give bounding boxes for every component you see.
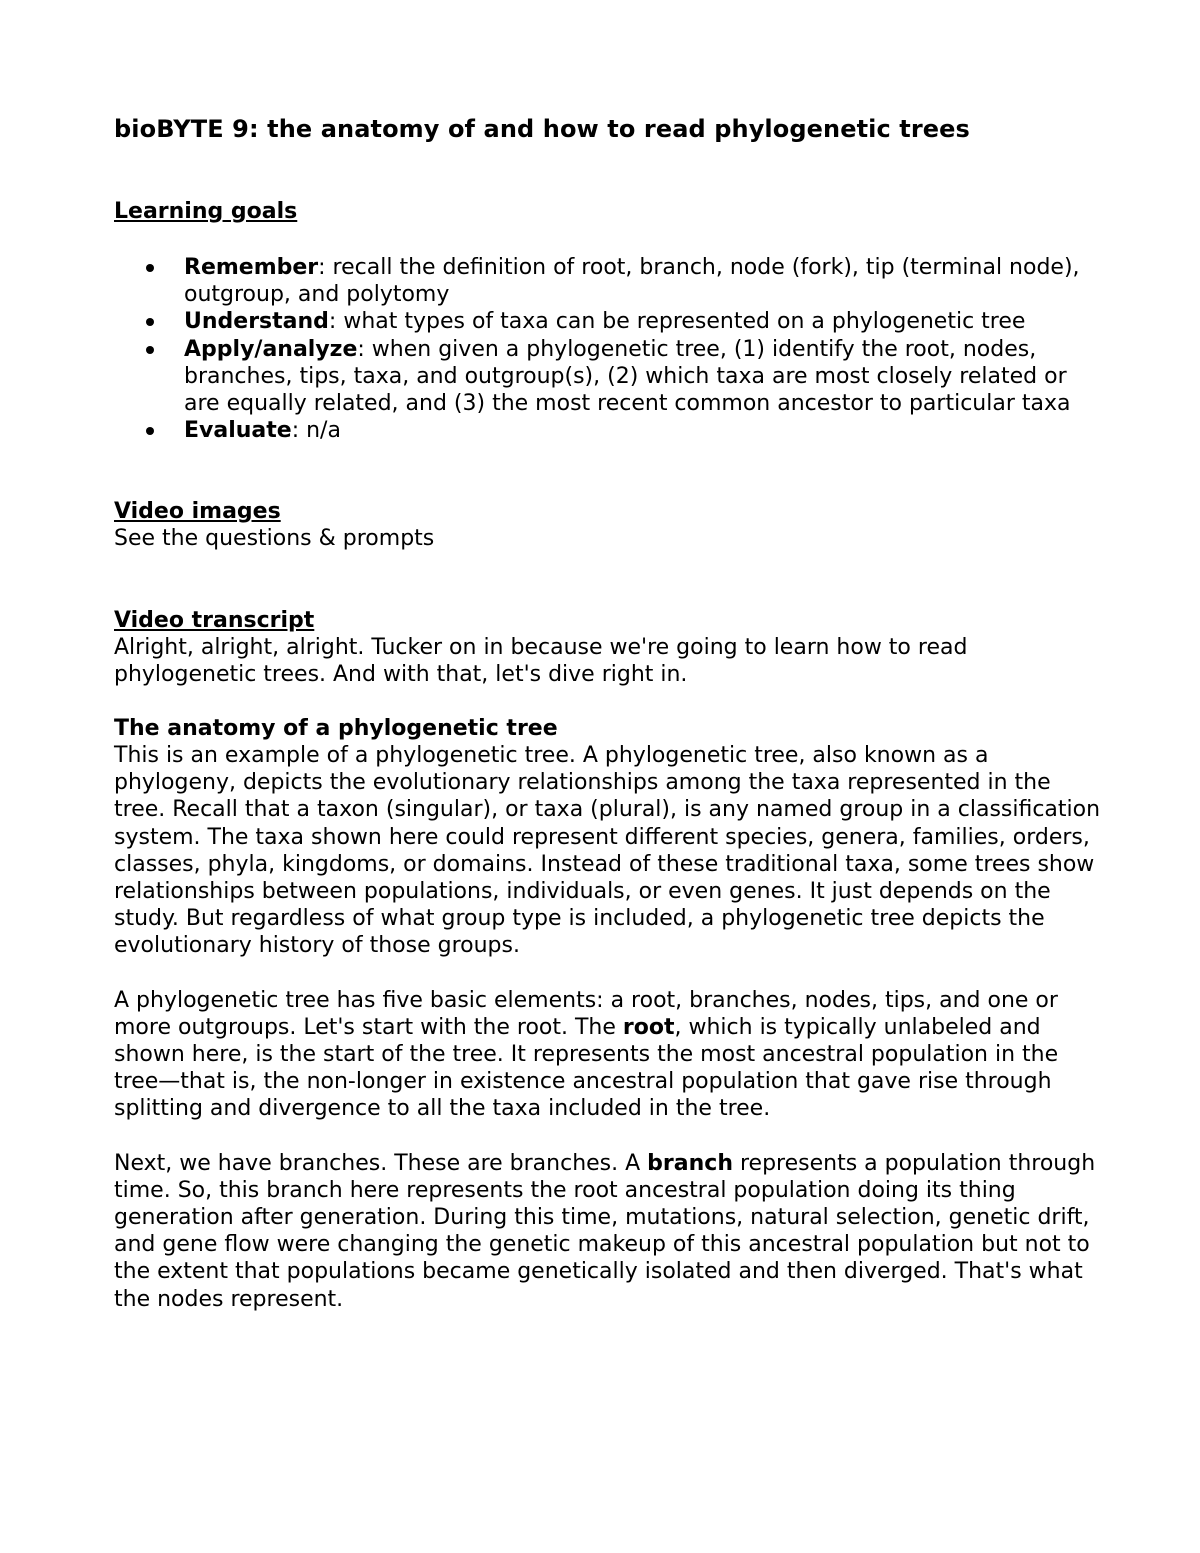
document-title: bioBYTE 9: the anatomy of and how to read phylogenetic trees xyxy=(114,115,970,143)
anatomy-subheading: The anatomy of a phylogenetic tree xyxy=(114,716,558,742)
term-root: root xyxy=(622,1014,675,1040)
list-item xyxy=(184,417,1104,444)
paragraph-text: A phylogenetic tree has five basic elements: a root, branches, nodes, tips, and one or more outgroups. Let's start with the root. The xyxy=(114,987,1058,1040)
transcript-intro: Alright, alright, alright. Tucker on in because we're going to learn how to read phylogenetic trees. And with that, let's dive right in. xyxy=(114,634,968,687)
goal-text: : when given a phylogenetic tree, (1) identify the root, nodes, branches, tips, taxa, and outgroup(s), (2) which taxa are most closely related or are equally related, and (3) the most recent common ancestor to particular taxa xyxy=(184,336,1071,417)
learning-goals-list xyxy=(114,254,1104,444)
term-branch: branch xyxy=(647,1150,733,1176)
list-item xyxy=(184,336,1104,418)
goal-text: : what types of taxa can be represented on a phylogenetic tree xyxy=(328,309,1026,335)
video-images-text: See the questions & prompts xyxy=(114,526,435,552)
transcript-paragraph-1: This is an example of a phylogenetic tree. A phylogenetic tree, also known as a phylogeny, depicts the evolutionary relationships among the taxa represented in the tree. Recall that a taxon (singular), or taxa (plural), is any named group in a classification system. The taxa shown here could represent different species, genera, families, orders, classes, phyla, kingdoms, or domains. Instead of these traditional taxa, some trees show relationships between populations, individuals, or even genes. It just depends on the study. But regardless of what group type is included, a phylogenetic tree depicts the evolutionary history of those groups. xyxy=(114,743,1101,959)
paragraph-text: Next, we have branches. These are branches. A xyxy=(114,1150,648,1176)
video-transcript-heading: Video transcript xyxy=(114,607,315,633)
transcript-paragraph-3 xyxy=(114,1150,1104,1313)
goal-label: Apply/analyze xyxy=(184,336,358,362)
list-item xyxy=(184,308,1104,335)
goal-text: : recall the definition of root, branch, node (fork), tip (terminal node), outgroup, and polytomy xyxy=(184,255,1080,308)
learning-goals-heading: Learning goals xyxy=(114,199,298,224)
list-item xyxy=(184,254,1104,308)
transcript-paragraph-2 xyxy=(114,987,1104,1123)
video-images-heading: Video images xyxy=(114,499,281,525)
document-page xyxy=(114,112,1104,1313)
paragraph-text: , which is typically unlabeled and shown here, is the start of the tree. It represents the most ancestral population in the tree—that is, the non-longer in existence ancestral population that gave rise through splitting and divergence to all the taxa included in the tree. xyxy=(114,1014,1059,1122)
goal-text: : n/a xyxy=(291,418,341,444)
goal-label: Remember xyxy=(184,255,319,280)
goal-label: Understand xyxy=(184,309,329,335)
paragraph-text: represents a population through time. So, this branch here represents the root ancestral population doing its thing generation after generation. During this time, mutations, natural selection, genetic drift, and gene flow were changing the genetic makeup of this ancestral population but not to the extent that populations became genetically isolated and then diverged. That's what the nodes represent. xyxy=(114,1150,1096,1312)
goal-label: Evaluate xyxy=(184,418,292,444)
